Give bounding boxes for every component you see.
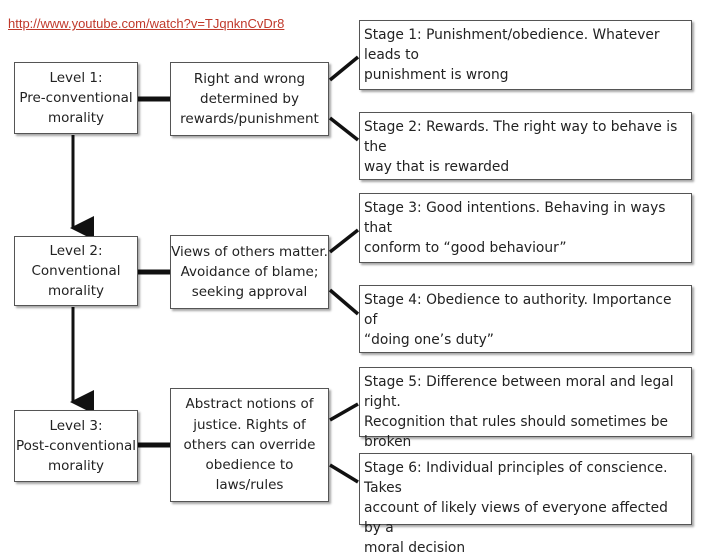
stage-5-box: Stage 5: Difference between moral and legal right. Recognition that rules should sometimes be broken <box>359 367 692 437</box>
connector-desc2-stage3 <box>330 230 358 252</box>
stage-2-box: Stage 2: Rewards. The right way to behave is the way that is rewarded <box>359 112 692 180</box>
stage-3-box: Stage 3: Good intentions. Behaving in ways that conform to “good behaviour” <box>359 193 692 263</box>
connector-desc3-stage6 <box>330 465 358 482</box>
connector-desc1-stage2 <box>330 118 358 140</box>
youtube-link[interactable]: http://www.youtube.com/watch?v=TJqnknCvDr8 <box>8 16 285 31</box>
description-1-box: Right and wrong determined by rewards/punishment <box>170 62 329 136</box>
level-1-box: Level 1: Pre-conventional morality <box>14 62 138 134</box>
stage-1-box: Stage 1: Punishment/obedience. Whatever leads to punishment is wrong <box>359 20 692 90</box>
connector-desc3-stage5 <box>330 404 358 420</box>
level-3-box: Level 3: Post-conventional morality <box>14 410 138 482</box>
connector-desc2-stage4 <box>330 290 358 314</box>
description-2-box: Views of others matter. Avoidance of blame; seeking approval <box>170 235 329 309</box>
stage-6-box: Stage 6: Individual principles of conscience. Takes account of likely views of everyone affected by a moral decision <box>359 453 692 525</box>
description-3-box: Abstract notions of justice. Rights of others can override obedience to laws/rules <box>170 388 329 502</box>
connector-desc1-stage1 <box>330 57 358 80</box>
stage-4-box: Stage 4: Obedience to authority. Importance of “doing one’s duty” <box>359 285 692 353</box>
level-2-box: Level 2: Conventional morality <box>14 236 138 306</box>
